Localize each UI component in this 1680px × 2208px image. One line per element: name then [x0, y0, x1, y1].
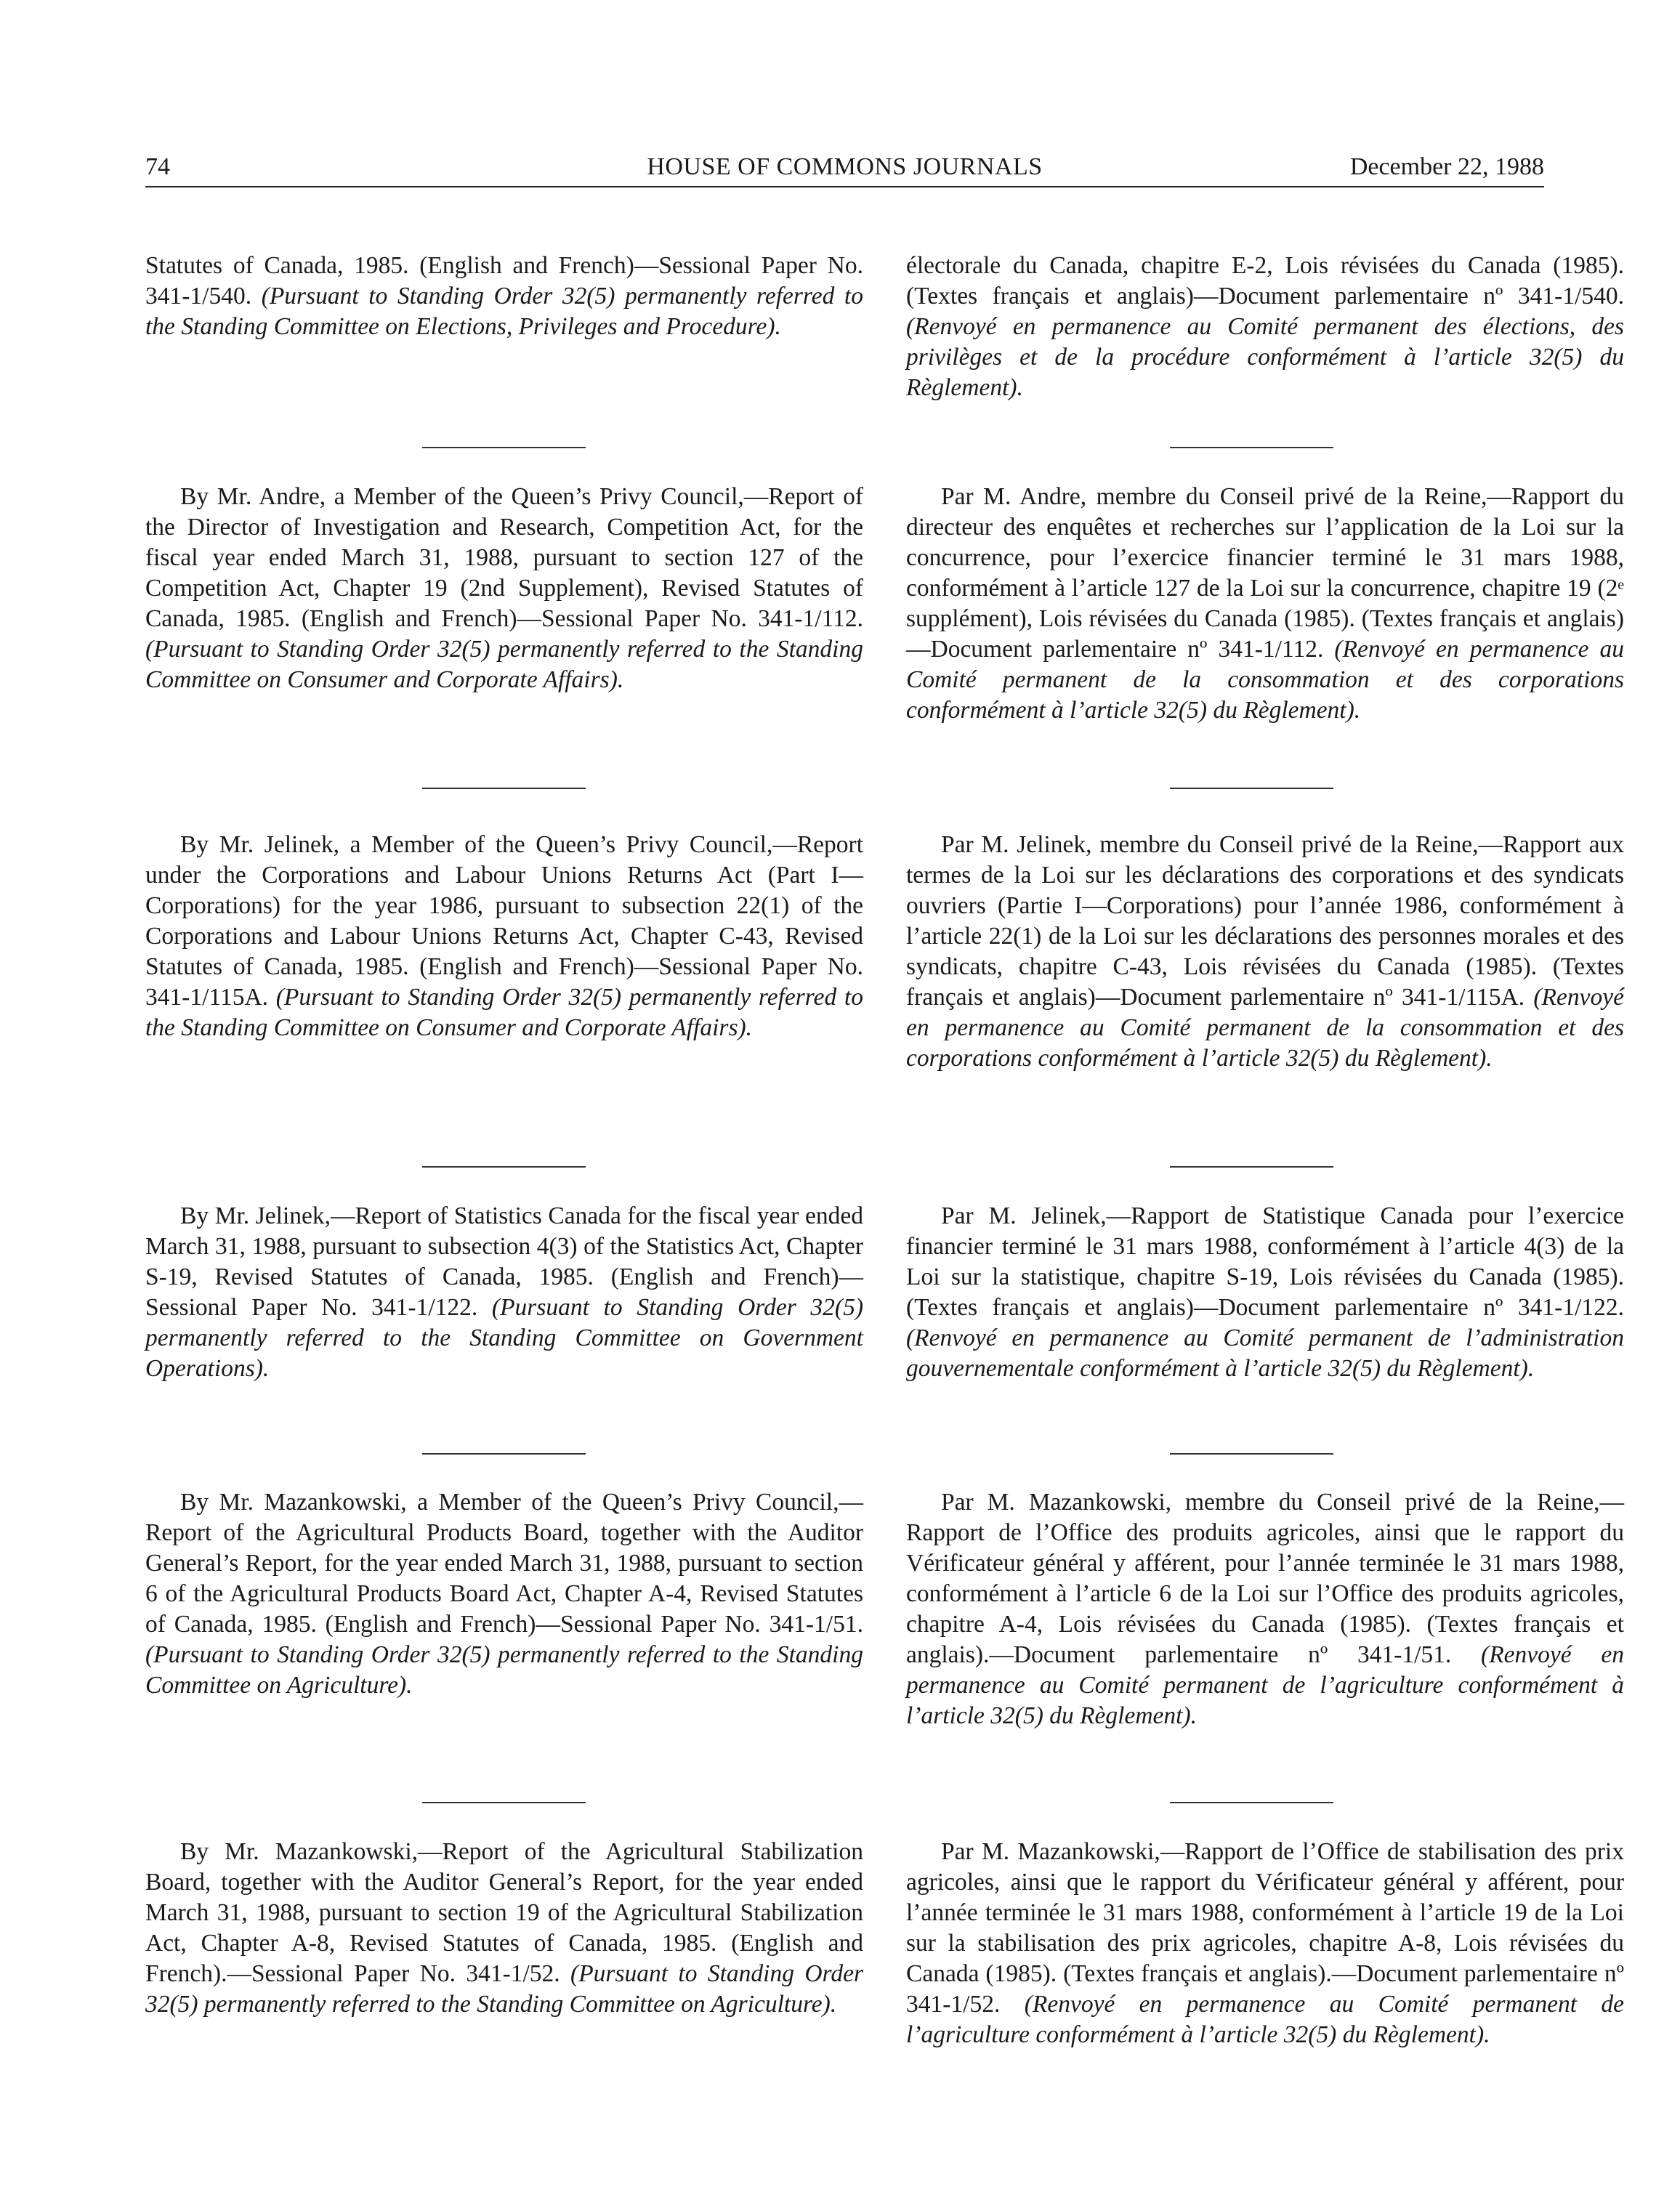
entry-en-4-text: By Mr. Jelinek,—Report of Statistics Canada for the fiscal year ended March 31, 1988, pursuant to subsection 4(3) of the Statistics Act, Chapter S-19, Revised Statutes of Canada, 1985. (English and French)—Sessional Paper No. 341-1/122. [145, 1202, 863, 1321]
entry-fr-2 [906, 482, 1624, 726]
separator-rule [1170, 447, 1333, 448]
entry-en-3 [145, 830, 863, 1043]
entry-en-5-text: By Mr. Mazankowski, a Member of the Queen’s Privy Council,—Report of the Agricultural Products Board, together with the Auditor General’s Report, for the year ended March 31, 1988, pursuant to section 6 of the Agricultural Products Board Act, Chapter A-4, Revised Statutes of Canada, 1985. (English and French)—Sessional Paper No. 341-1/51. [145, 1489, 863, 1638]
entry-fr-6-referral: (Renvoyé en permanence au Comité permanent de l’agriculture conformément à l’article 32(5) du Règlement). [906, 1991, 1624, 2048]
entry-fr-1-referral: (Renvoyé en permanence au Comité permanent des élections, des privilèges et de la procédure conformément à l’article 32(5) du Règlement). [906, 313, 1624, 401]
entry-fr-3-text: Par M. Jelinek, membre du Conseil privé de la Reine,—Rapport aux termes de la Loi sur les déclarations des corporations et des syndicats ouvriers (Partie I—Corporations) pour l’année 1986, conformément à l’article 22(1) de la Loi sur les déclarations des personnes morales et des syndicats, chapitre C-43, Lois révisées du Canada (1985). (Textes français et anglais)—Document parlementaire nº 341-1/115A. [906, 831, 1624, 1011]
entry-en-2-referral: (Pursuant to Standing Order 32(5) permanently referred to the Standing Committee on Consumer and Corporate Affairs). [145, 636, 863, 693]
separator-rule [422, 1802, 586, 1803]
entry-fr-3 [906, 830, 1624, 1074]
entry-fr-4-text: Par M. Jelinek,—Rapport de Statistique Canada pour l’exercice financier terminé le 31 mars 1988, conformément à l’article 4(3) de la Loi sur la statistique, chapitre S-19, Lois révisées du Canada (1985). (Textes français et anglais)—Document parlementaire nº 341-1/122. [906, 1202, 1624, 1321]
entry-en-2-text: By Mr. Andre, a Member of the Queen’s Privy Council,—Report of the Director of Investigation and Research, Competition Act, for the fiscal year ended March 31, 1988, pursuant to section 127 of the Competition Act, Chapter 19 (2nd Supplement), Revised Statutes of Canada, 1985. (English and French)—Sessional Paper No. 341-1/112. [145, 483, 863, 632]
separator-rule [422, 1453, 586, 1455]
entry-fr-3-referral: (Renvoyé en permanence au Comité permanent de la consommation et des corporations conformément à l’article 32(5) du Règlement). [906, 984, 1624, 1072]
page-header [145, 151, 1544, 187]
entry-en-1-text: Statutes of Canada, 1985. (English and French)—Sessional Paper No. 341-1/540. [145, 252, 863, 310]
entry-fr-4-referral: (Renvoyé en permanence au Comité permanent de l’administration gouvernementale conformément à l’article 32(5) du Règlement). [906, 1325, 1624, 1382]
entry-en-6-referral: (Pursuant to Standing Order 32(5) permanently referred to the Standing Committee on Agriculture). [145, 1960, 863, 2018]
entry-fr-1 [906, 251, 1624, 403]
entry-fr-5 [906, 1487, 1624, 1731]
entry-fr-6-text: Par M. Mazankowski,—Rapport de l’Office de stabilisation des prix agricoles, ainsi que le rapport du Vérificateur général y afférent, pour l’année terminée le 31 mars 1988, conformément à l’article 19 de la Loi sur la stabilisation des prix agricoles, chapitre A-8, Lois révisées du Canada (1985). (Textes français et anglais).—Document parlementaire nº 341-1/52. [906, 1838, 1624, 2018]
entry-fr-4 [906, 1201, 1624, 1384]
separator-rule [422, 788, 586, 789]
separator-rule [1170, 1453, 1333, 1455]
entry-fr-5-referral: (Renvoyé en permanence au Comité permanent de l’agriculture conformément à l’article 32(5) du Règlement). [906, 1641, 1625, 1729]
entry-en-6 [145, 1837, 863, 2020]
entry-en-3-text: By Mr. Jelinek, a Member of the Queen’s Privy Council,—Report under the Corporations and Labour Unions Returns Act (Part I—Corporations) for the year 1986, pursuant to subsection 22(1) of the Corporations and Labour Unions Returns Act, Chapter C-43, Revised Statutes of Canada, 1985. (English and French)—Sessional Paper No. 341-1/115A. [145, 831, 863, 1011]
entry-en-4-referral: (Pursuant to Standing Order 32(5) permanently referred to the Standing Committee on Government Operations). [145, 1294, 863, 1382]
entry-fr-2-referral: (Renvoyé en permanence au Comité permanent de la consommation et des corporations conformément à l’article 32(5) du Règlement). [906, 636, 1624, 724]
page-number: 74 [145, 153, 170, 180]
separator-rule [422, 447, 586, 448]
entry-en-2 [145, 482, 863, 695]
entry-fr-5-text: Par M. Mazankowski, membre du Conseil privé de la Reine,—Rapport de l’Office des produits agricoles, ainsi que le rapport du Vérificateur général y afférent, pour l’année terminée le 31 mars 1988, conformément à l’article 6 de la Loi sur l’Office des produits agricoles, chapitre A-4, Lois révisées du Canada (1985). (Textes français et anglais).—Document parlementaire nº 341-1/51. [906, 1489, 1624, 1668]
separator-rule [1170, 788, 1333, 789]
journal-date: December 22, 1988 [1349, 153, 1544, 180]
entry-en-4 [145, 1201, 863, 1384]
entry-en-5 [145, 1487, 863, 1701]
entry-fr-1-text: électorale du Canada, chapitre E-2, Lois révisées du Canada (1985). (Textes français et anglais)—Document parlementaire nº 341-1/540. [906, 252, 1624, 310]
separator-rule [422, 1166, 586, 1168]
entry-en-6-text: By Mr. Mazankowski,—Report of the Agricultural Stabilization Board, together with the Auditor General’s Report, for the year ended March 31, 1988, pursuant to section 19 of the Agricultural Stabilization Act, Chapter A-8, Revised Statutes of Canada, 1985. (English and French).—Sessional Paper No. 341-1/52. [145, 1838, 863, 1987]
entry-en-5-referral: (Pursuant to Standing Order 32(5) permanently referred to the Standing Committee on Agriculture). [145, 1641, 863, 1699]
entry-en-1-referral: (Pursuant to Standing Order 32(5) permanently referred to the Standing Committee on Elections, Privileges and Procedure). [145, 283, 863, 340]
entry-fr-2-text: Par M. Andre, membre du Conseil privé de la Reine,—Rapport du directeur des enquêtes et recherches sur l’application de la Loi sur la concurrence, pour l’exercice financier terminé le 31 mars 1988, conformément à l’article 127 de la Loi sur la concurrence, chapitre 19 (2ᵉ supplément), Lois révisées du Canada (1985). (Textes français et anglais)—Document parlementaire nº 341-1/112. [906, 483, 1624, 663]
separator-rule [1170, 1802, 1333, 1803]
journal-title: HOUSE OF COMMONS JOURNALS [647, 153, 1043, 180]
separator-rule [1170, 1166, 1333, 1168]
entry-en-1 [145, 251, 863, 342]
entry-en-3-referral: (Pursuant to Standing Order 32(5) permanently referred to the Standing Committee on Consumer and Corporate Affairs). [145, 984, 863, 1041]
entry-fr-6 [906, 1837, 1624, 2050]
